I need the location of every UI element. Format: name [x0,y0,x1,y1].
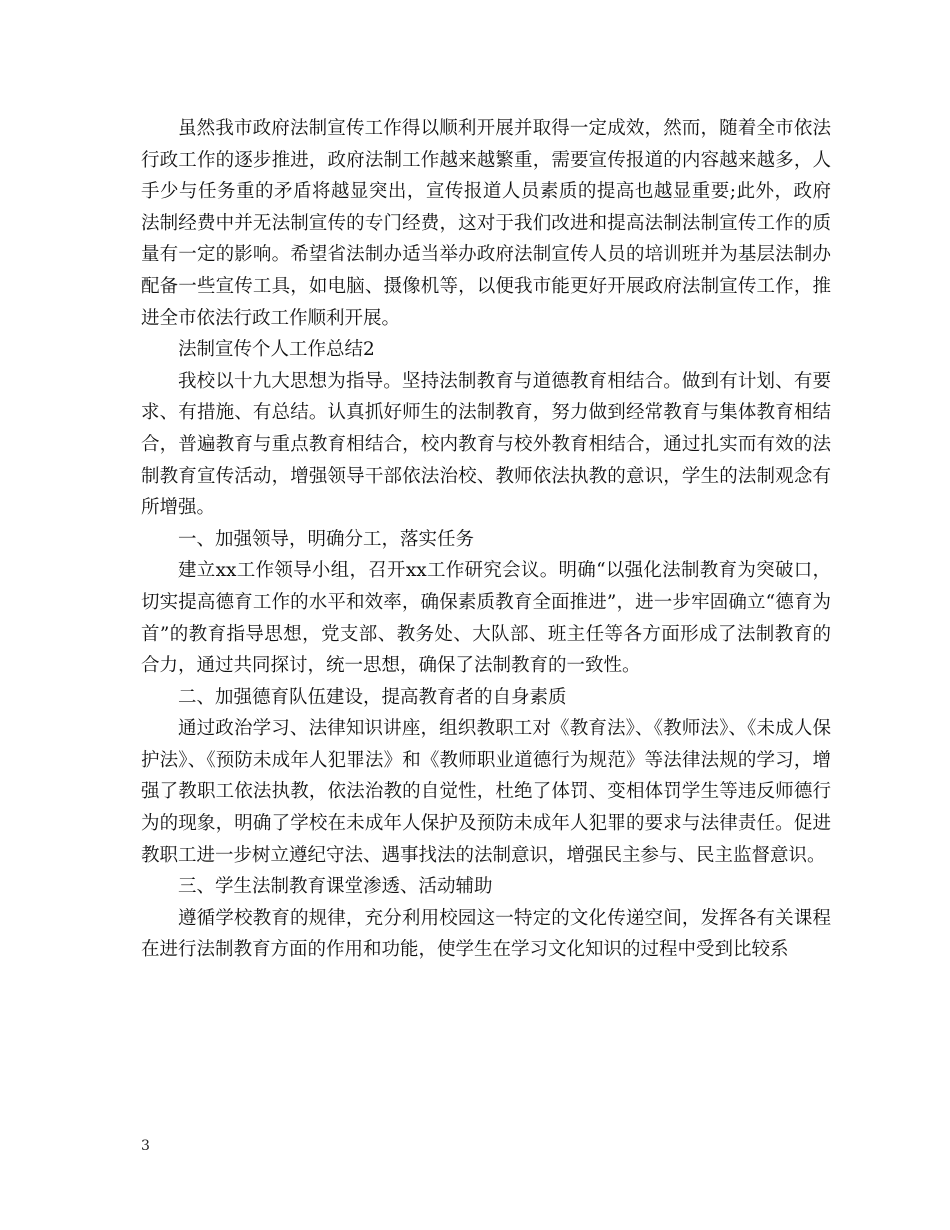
paragraph-intro-difficulties: 虽然我市政府法制宣传工作得以顺利开展并取得一定成效，然而，随着全市依法行政工作的逐步推进，政府法制工作越来越繁重，需要宣传报道的内容越来越多，人手少与任务重的矛盾将越显突出，宣传报道人员素质的提高也越显重要;此外，政府法制经费中并无法制宣传的专门经费，这对于我们改进和提高法制法制宣传工作的质量有一定的影响。希望省法制办适当举办政府法制宣传人员的培训班并为基层法制办配备一些宣传工具，如电脑、摄像机等，以便我市能更好开展政府法制宣传工作，推进全市依法行政工作顺利开展。 [141,118,831,329]
section-title-summary-2: 法制宣传个人工作总结2 [178,339,375,361]
document-body [141,113,831,966]
paragraph-leadership-group: 建立xx工作领导小组，召开xx工作研究会议。明确“以强化法制教育为突破口，切实提高德育工作的水平和效率，确保素质教育全面推进”，进一步牢固确立“德育为首”的教育指导思想，党支部、教务处、大队部、班主任等各方面形成了法制教育的合力，通过共同探讨，统一思想，确保了法制教育的一致性。 [141,560,831,677]
heading-leadership: 一、加强领导，明确分工，落实任务 [178,528,475,550]
paragraph-classroom: 遵循学校教育的规律，充分利用校园这一特定的文化传递空间，发挥各有关课程在进行法制教育方面的作用和功能，使学生在学习文化知识的过程中受到比较系 [141,907,831,961]
page-number: 3 [141,1138,150,1154]
paragraph-school-guidance: 我校以十九大思想为指导。坚持法制教育与道德教育相结合。做到有计划、有要求、有措施、有总结。认真抓好师生的法制教育，努力做到经常教育与集体教育相结合，普遍教育与重点教育相结合，校内教育与校外教育相结合，通过扎实而有效的法制教育宣传活动，增强领导干部依法治校、教师依法执教的意识，学生的法制观念有所增强。 [141,370,831,519]
heading-student-education: 三、学生法制教育课堂渗透、活动辅助 [178,876,493,898]
paragraph-law-study: 通过政治学习、法律知识讲座，组织教职工对《教育法》、《教师法》、《未成人保护法》、《预防未成年人犯罪法》和《教师职业道德行为规范》等法律法规的学习，增强了教职工依法执教，依法治教的自觉性，杜绝了体罚、变相体罚学生等违反师德行为的现象，明确了学校在未成年人保护及预防未成年人犯罪的要求与法律责任。促进教职工进一步树立遵纪守法、遇事找法的法制意识，增强民主参与、民主监督意识。 [141,718,831,866]
heading-moral-team: 二、加强德育队伍建设，提高教育者的自身素质 [178,686,567,708]
